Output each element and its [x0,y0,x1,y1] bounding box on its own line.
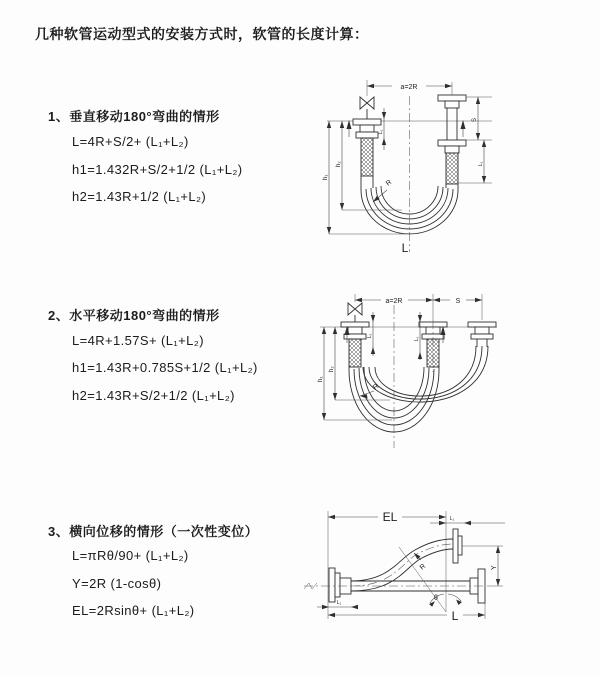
dim-label-a2r: a=2R [400,84,418,91]
label-theta: θ [434,595,438,602]
right-pipe-fitting [468,322,496,347]
dim-l1-left [367,312,375,356]
dim-l1-mid [414,312,422,360]
section3-heading: 3、横向位移的情形（一次性变位） [48,524,259,539]
dim-label-h1: h₁ [318,376,324,382]
dim-l [328,603,485,623]
section3-formula-y: Y=2R (1-cosθ) [72,576,162,591]
dim-label-l1-left: L₁ [378,129,384,134]
dim-el [328,510,446,619]
dim-l1-left [378,108,386,150]
dim-s [433,298,482,305]
section1-formula-h2: h2=1.43R+1/2 (L₁+L₂) [72,189,207,204]
label-r: R [418,562,428,572]
right-pipe-fitting [438,95,466,184]
section1-formula-h1: h1=1.432R+S/2+1/2 (L₁+L₂) [72,162,243,177]
section1-heading: 1、垂直移动180°弯曲的情形 [48,109,220,124]
section2-formula-h2: h2=1.43R+S/2+1/2 (L₁+L₂) [72,388,235,403]
diagram-lateral-displacement [300,505,510,640]
dim-label-y: Y [491,565,498,570]
dim-l1-right [478,140,486,183]
section2-formula-h1: h1=1.43R+0.785S+1/2 (L₁+L₂) [72,360,258,375]
dim-label-l1-right: L₁ [478,161,484,166]
diagram-horizontal-180-bend [315,290,520,470]
dim-label-h2: h₂ [329,366,335,372]
dim-label-a2r: a=2R [385,298,403,305]
braided-hose-left [361,138,373,176]
u-bend-position2 [363,346,488,402]
top-right-flange [453,529,462,563]
diagram-vertical-180-bend [315,78,520,260]
valve-icon [360,97,374,119]
left-flange [329,568,351,602]
section3-formula-l: L=πRθ/90+ (L₁+L₂) [72,548,189,563]
dim-label-l1-left: L₁ [367,333,373,338]
label-l: L [401,241,409,255]
valve-icon [348,303,362,322]
dim-label-l1-left: L₁ [336,600,342,606]
section2-heading: 2、水平移动180°弯曲的情形 [48,308,220,323]
dim-label-l: L [451,609,459,623]
page-title: 几种软管运动型式的安装方式时，软管的长度计算： [35,26,369,42]
left-pipe-fitting [341,322,369,367]
section2-formula-l: L=4R+1.57S+ (L₁+L₂) [72,333,204,348]
section3-formula-el: EL=2Rsinθ+ (L₁+L₂) [72,603,195,618]
radius-construction [399,547,462,612]
dim-label-s: S [455,298,461,305]
curved-hose [351,539,453,591]
label-r: R [371,382,381,392]
braided-hose-right [446,153,458,184]
dim-label-el: EL [382,510,398,524]
dim-label-h1: h₁ [323,174,329,180]
dim-a2r [367,80,452,96]
section1-formula-l: L=4R+S/2+ (L₁+L₂) [72,134,189,149]
dim-l1-left [317,600,358,609]
dim-label-h2: h₂ [336,161,342,167]
left-pipe-fitting [353,119,381,176]
dim-label-s: S [472,117,478,122]
label-r: R [384,178,394,188]
braided-hose-left [349,339,361,367]
dim-label-l1-mid: L₁ [414,336,420,341]
dim-label-l1-top: L₁ [449,516,455,522]
